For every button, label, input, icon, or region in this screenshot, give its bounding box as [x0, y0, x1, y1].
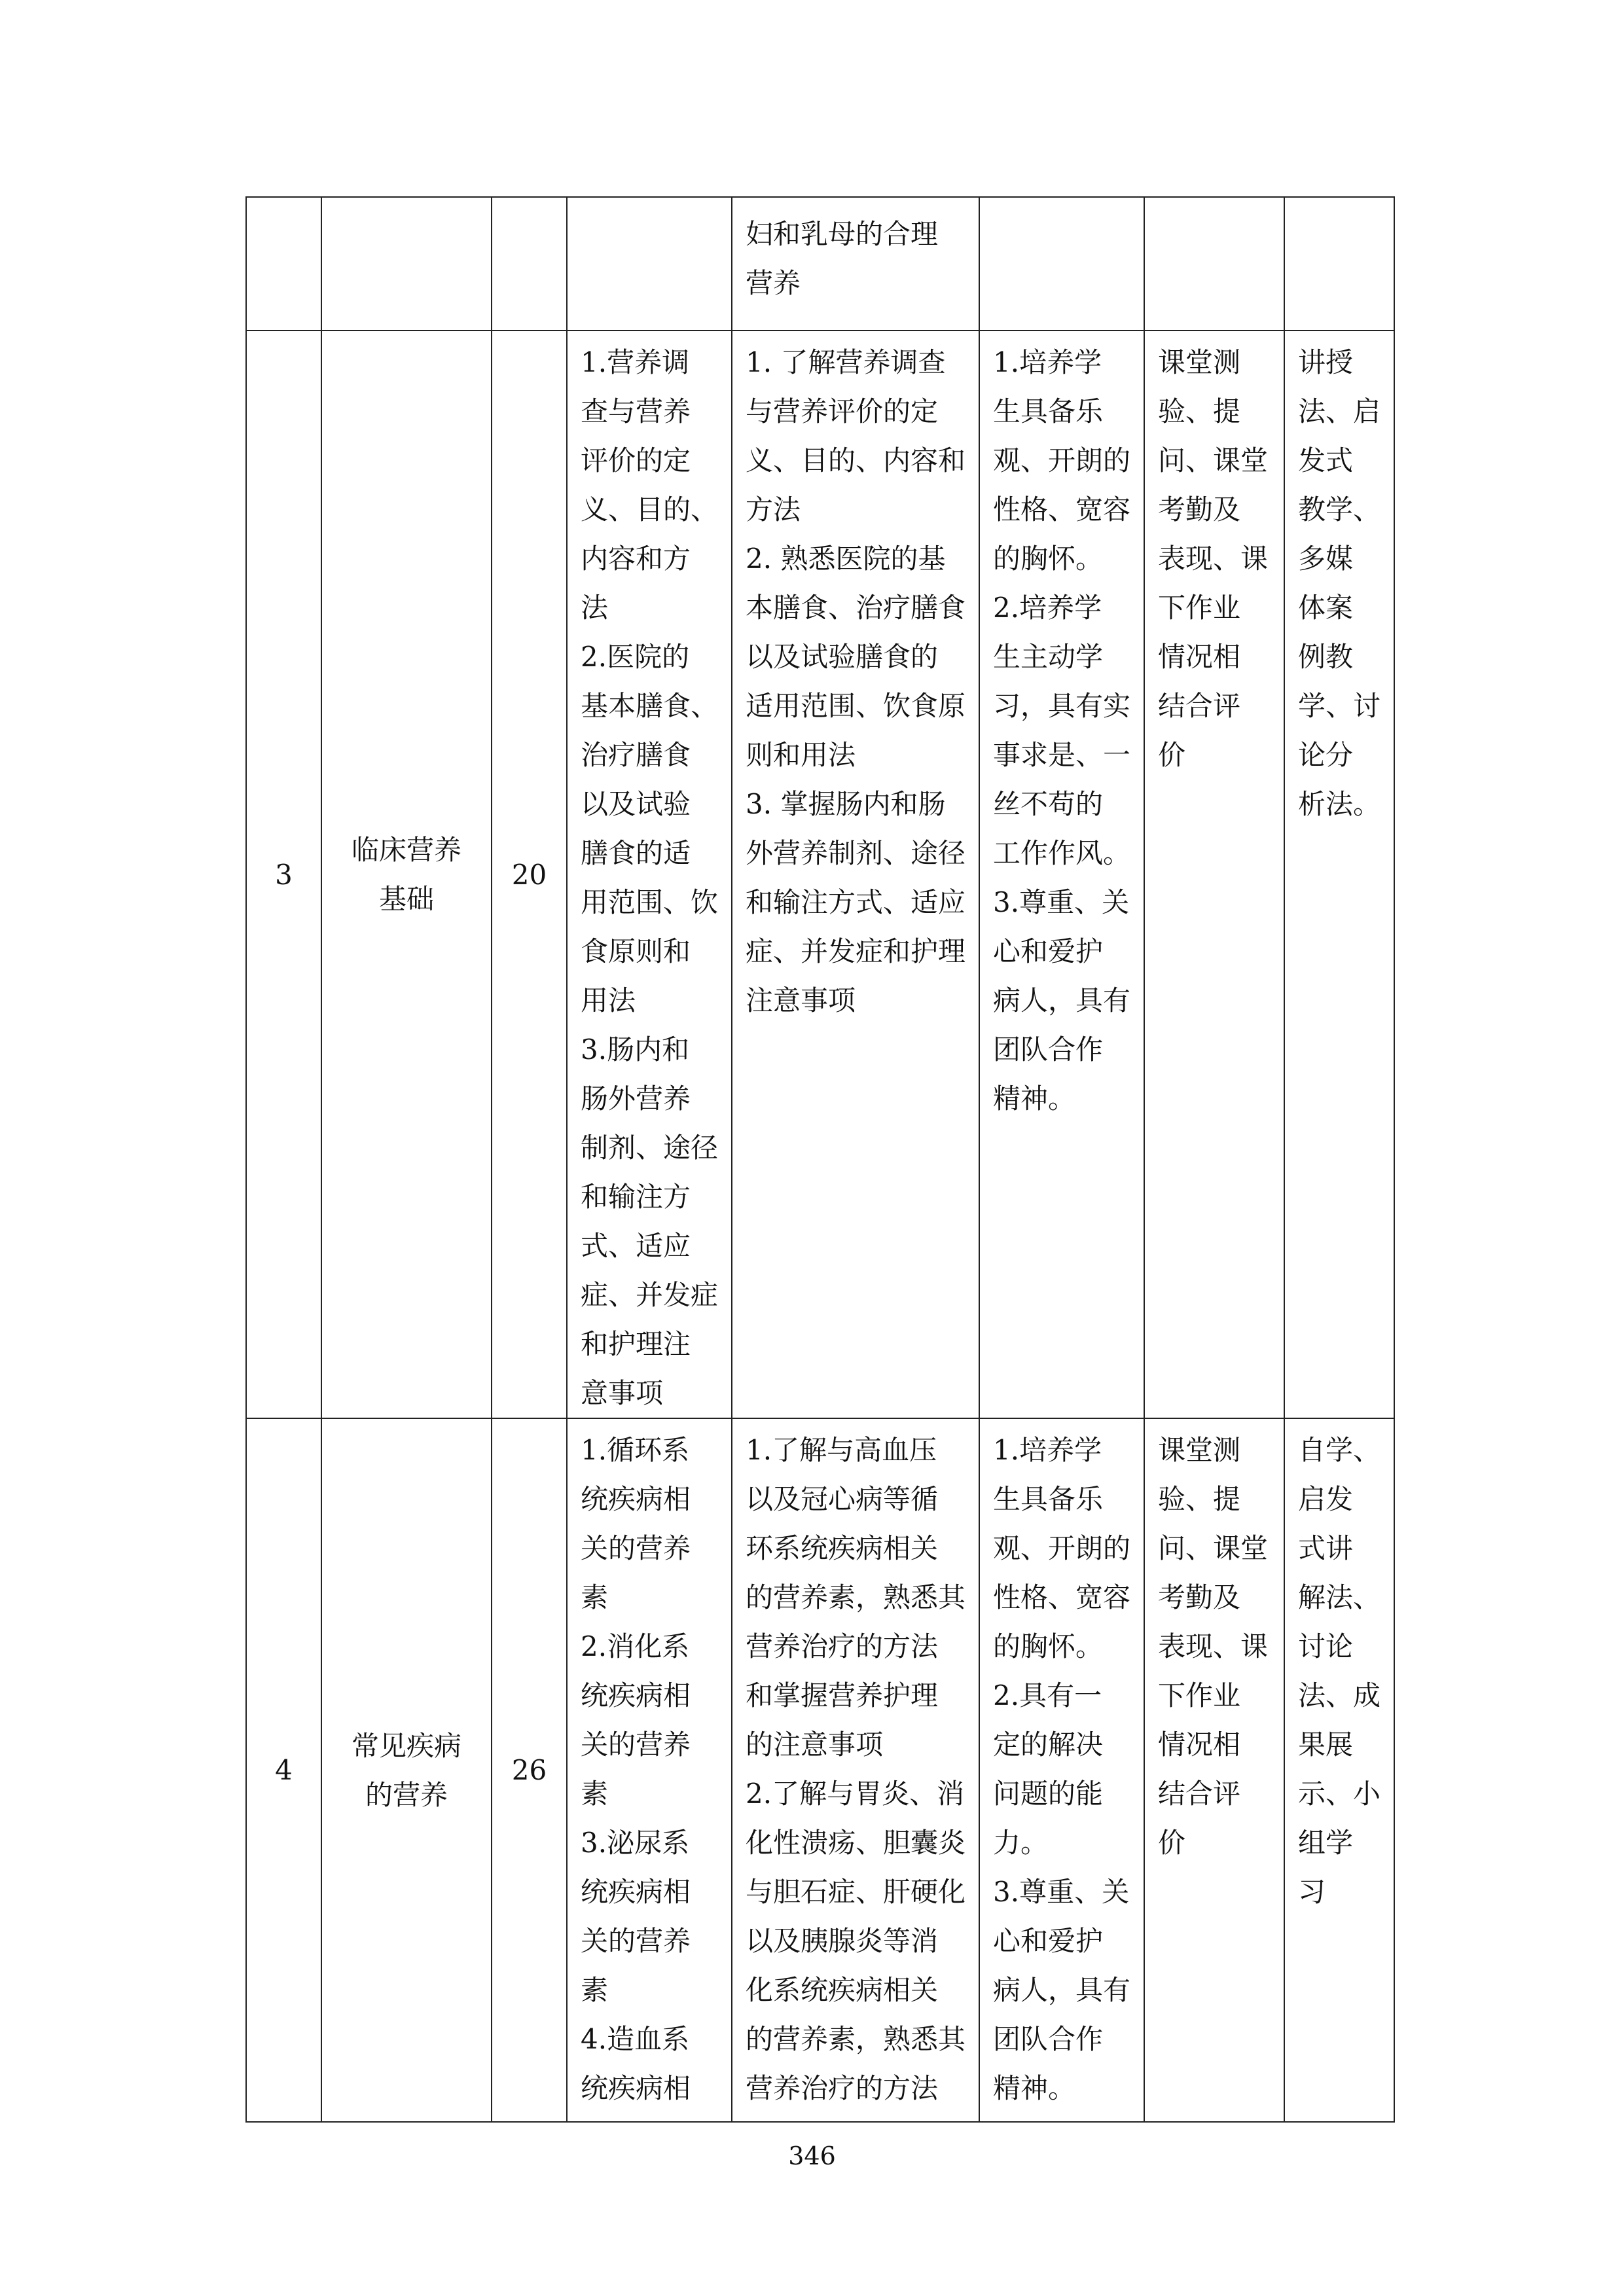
cell-method — [1284, 1418, 1394, 2122]
text-line: 和护理注 — [581, 1328, 691, 1360]
text-line: 统疾病相 — [581, 1679, 691, 1712]
text-line: 关的营养 — [581, 1729, 691, 1761]
text-line: 心和爱护 — [993, 1925, 1104, 1957]
text-line: 的胸怀。 — [993, 543, 1104, 575]
text-line: 析法。 — [1298, 788, 1381, 820]
cell-quality — [979, 1418, 1144, 2122]
text-line: 团队合作 — [993, 2023, 1104, 2055]
text-line: 习，具有实 — [993, 690, 1131, 722]
text-line: 3.尊重、关 — [993, 886, 1130, 918]
text-line: 启发 — [1298, 1483, 1354, 1515]
text-line: 果展 — [1298, 1729, 1354, 1761]
text-line: 观、开朗的 — [993, 1532, 1131, 1564]
text-line: 1.循环系 — [581, 1434, 690, 1466]
text-line: 1.了解与高血压 — [746, 1434, 937, 1466]
text-line: 式、适应 — [581, 1230, 691, 1262]
text-line: 膳食的适 — [581, 837, 691, 869]
cell-content — [567, 197, 732, 331]
text-line: 统疾病相 — [581, 2072, 691, 2104]
syllabus-table — [245, 196, 1395, 2123]
text-line: 方法 — [746, 493, 801, 526]
page-number: 346 — [788, 2142, 836, 2170]
text-line: 解法、 — [1298, 1581, 1381, 1613]
text-line: 以及冠心病等循 — [746, 1483, 939, 1515]
text-line: 素 — [581, 1581, 609, 1613]
text-line: 结合评 — [1158, 1778, 1241, 1810]
text-line: 示、小 — [1298, 1778, 1381, 1810]
text-line: 统疾病相 — [581, 1876, 691, 1908]
text-line: 化性溃疡、胆囊炎 — [746, 1827, 966, 1859]
text-line: 精神。 — [993, 2072, 1076, 2104]
text-line: 定的解决 — [993, 1729, 1104, 1761]
text-line: 素 — [581, 1974, 609, 2006]
text-line: 课堂测 — [1158, 1434, 1241, 1466]
text-line: 1.培养学 — [993, 346, 1102, 378]
cell-title — [321, 197, 492, 331]
text-line: 的胸怀。 — [993, 1630, 1104, 1662]
text-line: 法 — [581, 592, 609, 624]
text-line: 团队合作 — [993, 1033, 1104, 1066]
text-line: 2.了解与胃炎、消 — [746, 1778, 965, 1810]
cell-goals — [732, 331, 979, 1418]
text-line: 讲授 — [1298, 346, 1354, 378]
text-line: 1. 了解营养调查 — [746, 346, 946, 378]
cell-content — [567, 331, 732, 1418]
text-line: 法、成 — [1298, 1679, 1381, 1712]
text-line: 素 — [581, 1778, 609, 1810]
text-line: 工作作风。 — [993, 837, 1131, 869]
text-line: 症、并发症 — [581, 1279, 719, 1311]
text-line: 生主动学 — [993, 641, 1104, 673]
text-line: 和输注方 — [581, 1181, 691, 1213]
text-line: 基础 — [378, 883, 434, 915]
text-line: 组学 — [1298, 1827, 1354, 1859]
text-line: 验、提 — [1158, 395, 1241, 427]
text-line: 价 — [1158, 739, 1186, 771]
text-line: 发式 — [1298, 444, 1354, 476]
text-line: 和掌握营养护理 — [746, 1679, 939, 1712]
text-line: 和输注方式、适应 — [746, 886, 966, 918]
cell-assessment — [1144, 331, 1284, 1418]
text-line: 的注意事项 — [746, 1729, 884, 1761]
text-line: 食原则和 — [581, 935, 691, 967]
text-line: 的营养素，熟悉其 — [746, 1581, 966, 1613]
text-line: 3.泌尿系 — [581, 1827, 690, 1859]
text-line: 心和爱护 — [993, 935, 1104, 967]
text-line: 2. 熟悉医院的基 — [746, 543, 946, 575]
text-line: 观、开朗的 — [993, 444, 1131, 476]
text-line: 学、讨 — [1298, 690, 1381, 722]
text-line: 以及试验膳食的 — [746, 641, 939, 673]
text-line: 化系统疾病相关 — [746, 1974, 939, 2006]
text-line: 常见疾病 — [351, 1729, 461, 1762]
text-line: 治疗膳食 — [581, 739, 691, 771]
cell-goals — [732, 1418, 979, 2122]
text-line: 关的营养 — [581, 1532, 691, 1564]
text-line: 病人，具有 — [993, 984, 1131, 1016]
text-line: 评价的定 — [581, 444, 691, 476]
text-line: 表现、课 — [1158, 1630, 1269, 1662]
text-line: 4.造血系 — [581, 2023, 690, 2055]
text-line: 下作业 — [1158, 592, 1241, 624]
text-line: 2.医院的 — [581, 641, 690, 673]
cell-quality — [979, 331, 1144, 1418]
cell-hours: 20 — [492, 331, 567, 1418]
text-line: 性格、宽容 — [993, 1581, 1131, 1613]
text-line: 2.培养学 — [993, 592, 1102, 624]
cell-content — [567, 1418, 732, 2122]
text-line: 关的营养 — [581, 1925, 691, 1957]
text-line: 事求是、一 — [993, 739, 1131, 771]
text-line: 营养 — [746, 267, 801, 299]
text-line: 内容和方 — [581, 543, 691, 575]
text-line: 考勤及 — [1158, 1581, 1241, 1613]
text-line: 自学、 — [1298, 1434, 1381, 1466]
text-line: 问、课堂 — [1158, 1532, 1269, 1564]
text-line: 的营养 — [365, 1778, 448, 1811]
text-line: 课堂测 — [1158, 346, 1241, 378]
text-line: 3. 掌握肠内和肠 — [746, 788, 946, 820]
cell-assessment — [1144, 197, 1284, 331]
text-line: 的营养素，熟悉其 — [746, 2023, 966, 2055]
table-row — [246, 331, 1394, 1418]
text-line: 丝不苟的 — [993, 788, 1104, 820]
text-line: 2.具有一 — [993, 1679, 1102, 1712]
cell-assessment — [1144, 1418, 1284, 2122]
cell-method — [1284, 197, 1394, 331]
text-line: 1.培养学 — [993, 1434, 1102, 1466]
text-line: 体案 — [1298, 592, 1354, 624]
text-line: 与胆石症、肝硬化 — [746, 1876, 966, 1908]
text-line: 问、课堂 — [1158, 444, 1269, 476]
text-line: 外营养制剂、途径 — [746, 837, 966, 869]
text-line: 论分 — [1298, 739, 1354, 771]
text-line: 价 — [1158, 1827, 1186, 1859]
text-line: 考勤及 — [1158, 493, 1241, 526]
text-line: 则和用法 — [746, 739, 856, 771]
text-line: 习 — [1298, 1876, 1326, 1908]
text-line: 与营养评价的定 — [746, 395, 939, 427]
cell-title — [321, 331, 492, 1418]
text-line: 问题的能 — [993, 1778, 1104, 1810]
text-line: 法、启 — [1298, 395, 1381, 427]
text-line: 3.肠内和 — [581, 1033, 690, 1066]
text-line: 性格、宽容 — [993, 493, 1131, 526]
text-line: 验、提 — [1158, 1483, 1241, 1515]
cell-hours: 26 — [492, 1418, 567, 2122]
text-line: 多媒 — [1298, 543, 1354, 575]
cell-num — [246, 197, 321, 331]
text-line: 本膳食、治疗膳食 — [746, 592, 966, 624]
text-line: 讨论 — [1298, 1630, 1354, 1662]
text-line: 病人，具有 — [993, 1974, 1131, 2006]
text-line: 注意事项 — [746, 984, 856, 1016]
text-line: 查与营养 — [581, 395, 691, 427]
text-line: 力。 — [993, 1827, 1049, 1859]
text-line: 教学、 — [1298, 493, 1381, 526]
table-row — [246, 1418, 1394, 2122]
text-line: 式讲 — [1298, 1532, 1354, 1564]
text-line: 以及试验 — [581, 788, 691, 820]
cell-title — [321, 1418, 492, 2122]
cell-goals — [732, 197, 979, 331]
text-line: 精神。 — [993, 1083, 1076, 1115]
text-line: 1.营养调 — [581, 346, 690, 378]
cell-num: 3 — [246, 331, 321, 1418]
cell-method — [1284, 331, 1394, 1418]
cell-num: 4 — [246, 1418, 321, 2122]
text-line: 妇和乳母的合理 — [746, 218, 939, 250]
text-line: 基本膳食、 — [581, 690, 719, 722]
text-line: 统疾病相 — [581, 1483, 691, 1515]
text-line: 生具备乐 — [993, 1483, 1104, 1515]
text-line: 生具备乐 — [993, 395, 1104, 427]
text-line: 用法 — [581, 984, 636, 1016]
text-line: 情况相 — [1158, 641, 1241, 673]
text-line: 3.尊重、关 — [993, 1876, 1130, 1908]
text-line: 意事项 — [581, 1377, 664, 1409]
cell-quality — [979, 197, 1144, 331]
text-line: 用范围、饮 — [581, 886, 719, 918]
text-line: 症、并发症和护理 — [746, 935, 966, 967]
text-line: 营养治疗的方法 — [746, 2072, 939, 2104]
text-line: 适用范围、饮食原 — [746, 690, 966, 722]
text-line: 环系统疾病相关 — [746, 1532, 939, 1564]
text-line: 表现、课 — [1158, 543, 1269, 575]
text-line: 2.消化系 — [581, 1630, 690, 1662]
cell-hours — [492, 197, 567, 331]
text-line: 肠外营养 — [581, 1083, 691, 1115]
text-line: 临床营养 — [351, 834, 461, 866]
text-line: 以及胰腺炎等消 — [746, 1925, 939, 1957]
table-row-continuation — [246, 197, 1394, 331]
text-line: 制剂、途径 — [581, 1132, 719, 1164]
text-line: 营养治疗的方法 — [746, 1630, 939, 1662]
text-line: 情况相 — [1158, 1729, 1241, 1761]
text-line: 义、目的、 — [581, 493, 719, 526]
text-line: 结合评 — [1158, 690, 1241, 722]
text-line: 义、目的、内容和 — [746, 444, 966, 476]
text-line: 下作业 — [1158, 1679, 1241, 1712]
text-line: 例教 — [1298, 641, 1354, 673]
